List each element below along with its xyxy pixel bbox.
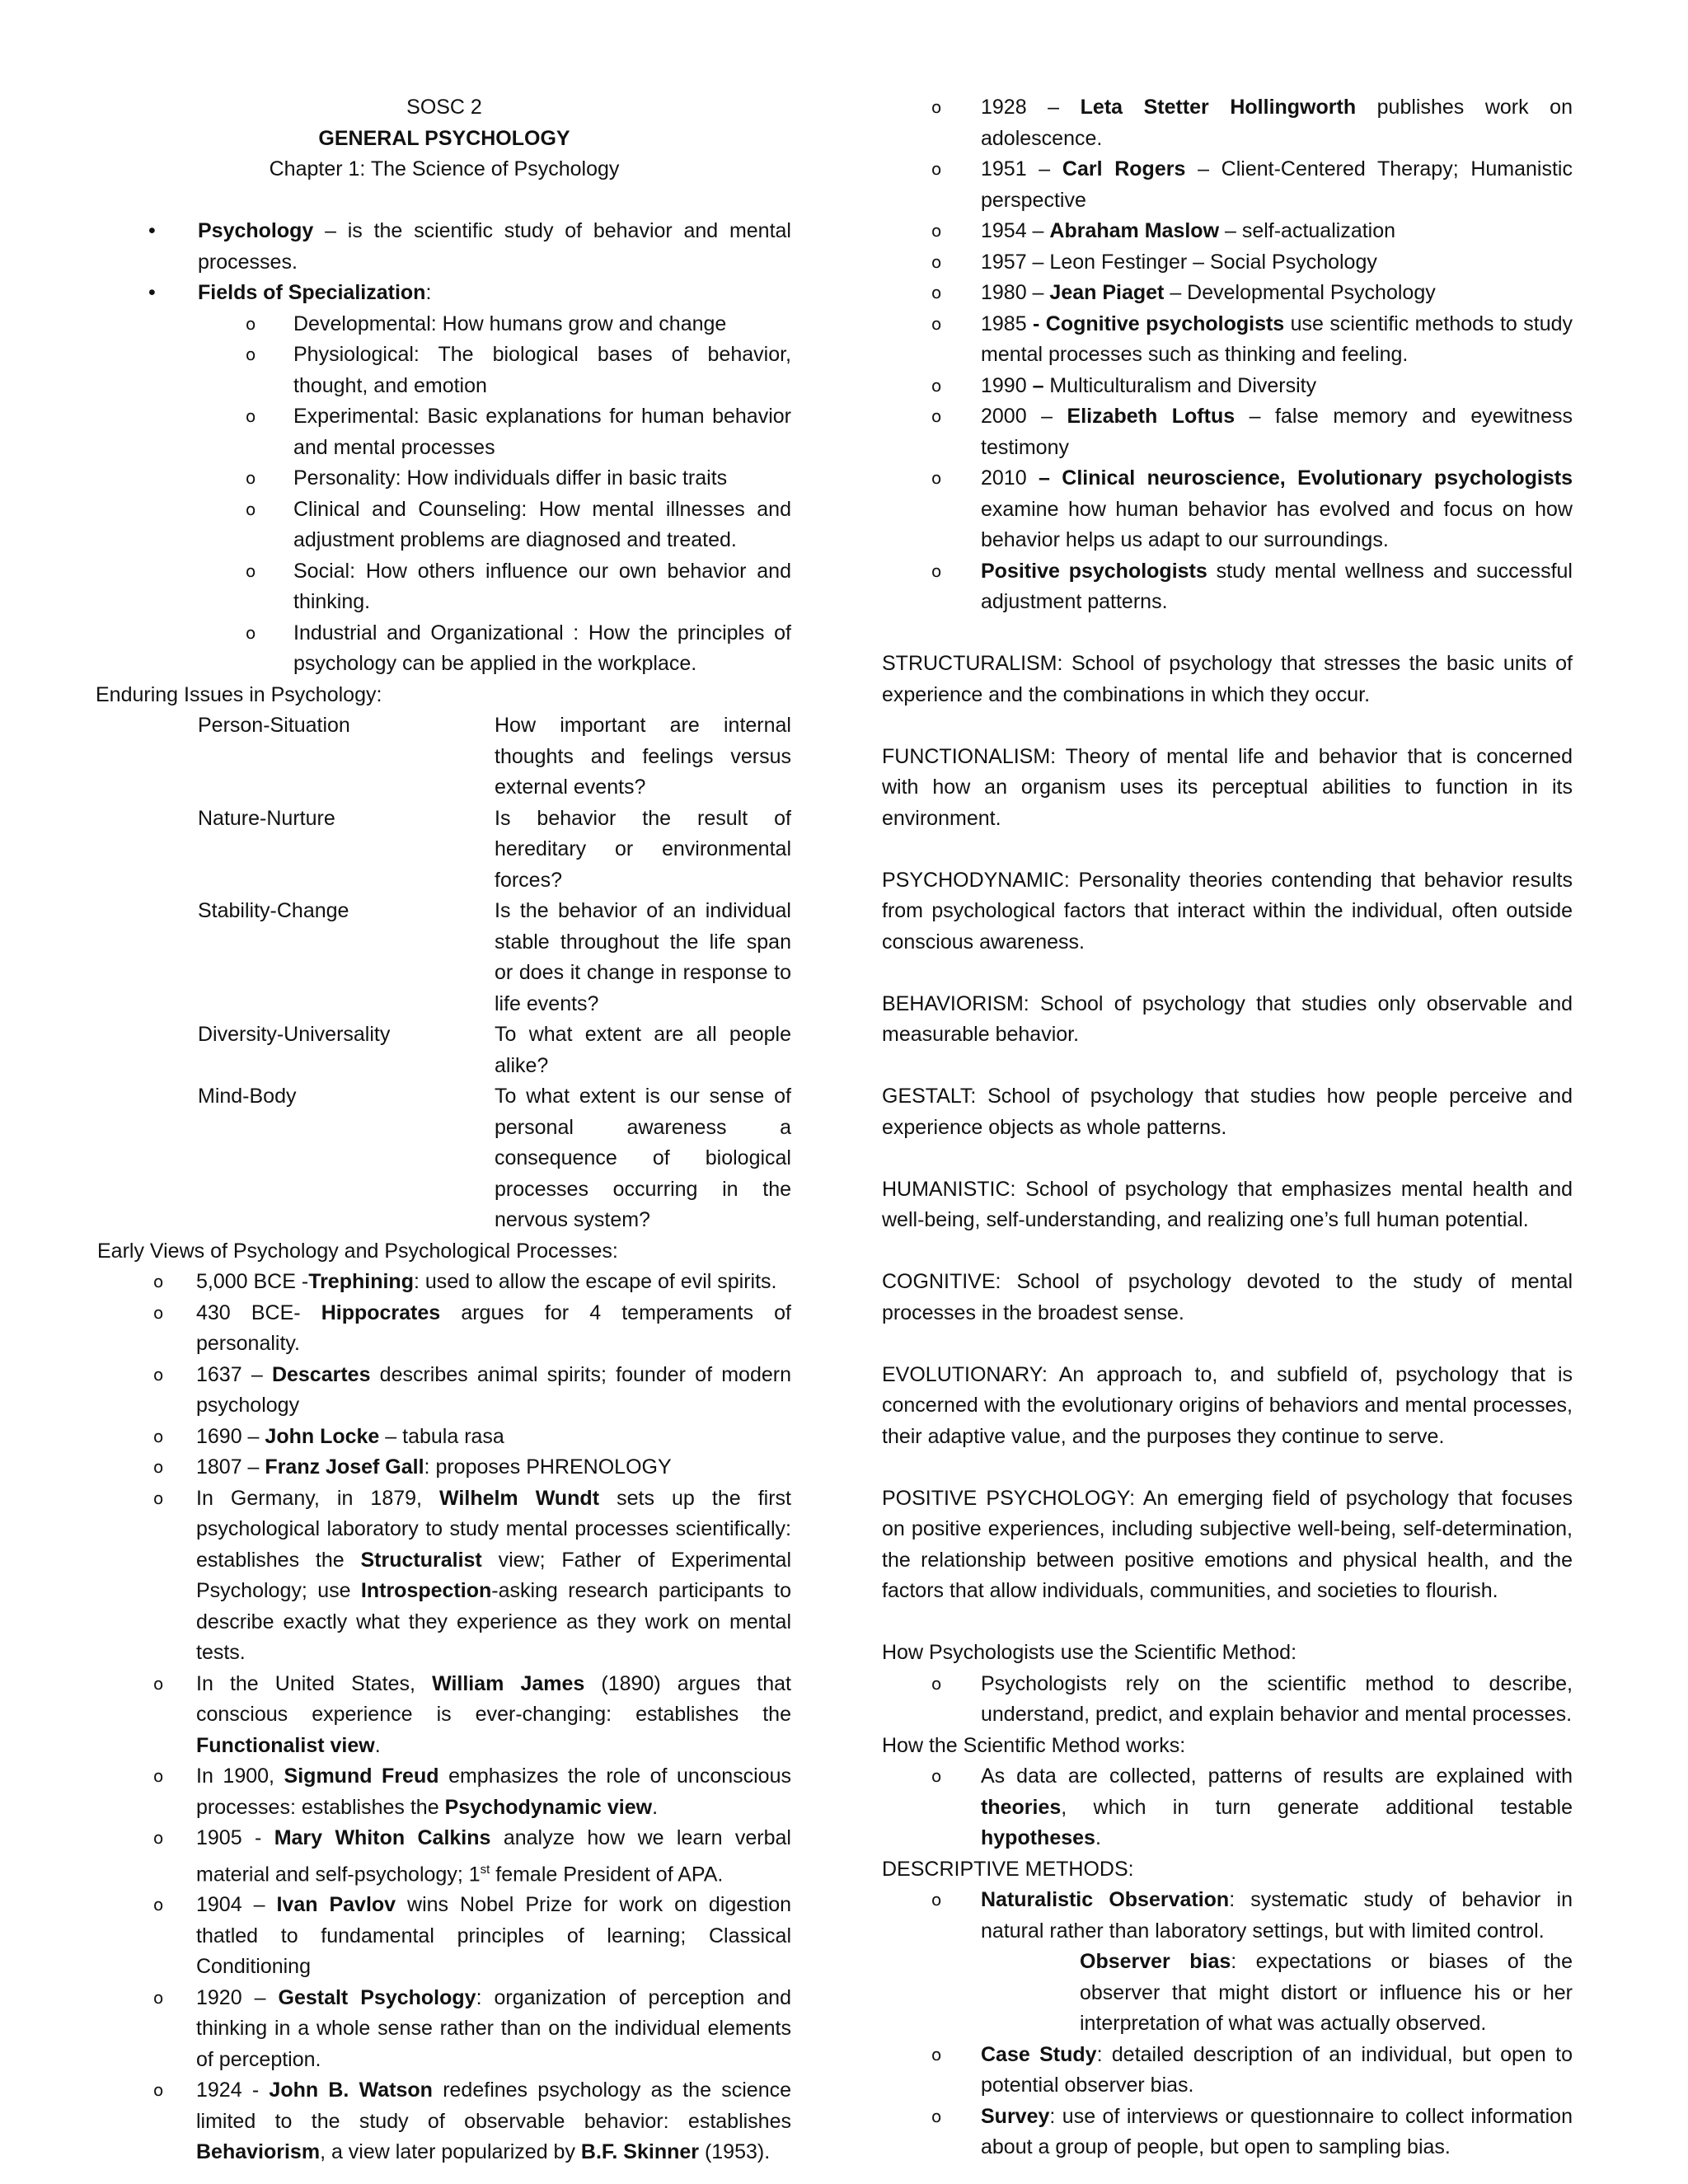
early-view-item: o 1807 – Franz Josef Gall: proposes PHRENOLOGY [153, 1455, 672, 1479]
field-item: o Experimental: Basic explanations for human behavior and mental processes [246, 405, 791, 459]
early-view-item: o In Germany, in 1879, Wilhelm Wundt sets up the first psychological laboratory to study mental processes scientifically: establishes the Structuralist view; Father of Experimental Psychology; use Introspection-asking research participants to describe exactly what they experience as they work on mental tests. [153, 1486, 792, 1664]
method-works-heading: How the Scientific Method works: [882, 1733, 1186, 1757]
descriptive-heading: DESCRIPTIVE METHODS: [882, 1857, 1134, 1881]
timeline-item: o 1980 – Jean Piaget – Developmental Psychology [931, 281, 1436, 304]
school-definition: EVOLUTIONARY: An approach to, and subfield of, psychology that is concerned with the evolutionary origins of behaviors and mental processes, their adaptive value, and the purposes they continue to serve. [882, 1362, 1573, 1448]
early-view-item: o 1637 – Descartes describes animal spirits; founder of modern psychology [153, 1362, 791, 1417]
course-code: SOSC 2 [406, 96, 482, 119]
course-title: GENERAL PSYCHOLOGY [318, 126, 570, 150]
issue-row: Mind-Body To what extent is our sense of personal awareness a consequence of biological processes occurring in the nervous system? [198, 1085, 791, 1231]
field-item: o Personality: How individuals differ in basic traits [246, 466, 728, 490]
school-definition: FUNCTIONALISM: Theory of mental life and behavior that is concerned with how an organism uses its perceptual abilities to function in its environment. [882, 744, 1573, 830]
chapter-title: Chapter 1: The Science of Psychology [269, 157, 620, 180]
school-definition: COGNITIVE: School of psychology devoted to the study of mental processes in the broadest sense. [882, 1270, 1573, 1324]
early-view-item: o In the United States, William James (1890) argues that conscious experience is ever-changing: establishes the Functionalist view. [153, 1671, 791, 1757]
timeline-item: o 2010 – Clinical neuroscience, Evolutionary psychologists examine how human behavior has evolved and focus on how behavior helps us adapt to our surroundings. [931, 466, 1573, 551]
field-item: o Social: How others influence our own behavior and thinking. [246, 559, 791, 613]
early-views-heading: Early Views of Psychology and Psychological Processes: [97, 1239, 618, 1263]
field-item: o Developmental: How humans grow and change [246, 312, 727, 335]
early-view-item: o 1904 – Ivan Pavlov wins Nobel Prize for work on digestion thatled to fundamental principles of learning; Classical Conditioning [153, 1893, 792, 1979]
issue-row: Person-Situation How important are internal thoughts and feelings versus external events? [198, 714, 791, 799]
issue-row: Stability-Change Is the behavior of an individual stable throughout the life span or does it change in response to life events? [198, 899, 791, 1015]
early-view-item: o 1690 – John Locke – tabula rasa [153, 1424, 504, 1448]
early-view-item: o 5,000 BCE -Trephining: used to allow the escape of evil spirits. [153, 1270, 777, 1293]
school-definition: HUMANISTIC: School of psychology that emphasizes mental health and well-being, self-understanding, and realizing one’s full human potential. [882, 1177, 1573, 1231]
method-works-item: o As data are collected, patterns of results are explained with theories, which in turn generate additional testable hypotheses. [931, 1765, 1573, 1849]
early-view-item: o 430 BCE- Hippocrates argues for 4 temperaments of personality. [153, 1301, 791, 1355]
right-column [882, 92, 1573, 2163]
timeline-item: o Positive psychologists study mental wellness and successful adjustment patterns. [931, 559, 1573, 613]
school-definition: STRUCTURALISM: School of psychology that stresses the basic units of experience and the combinations in which they occur. [882, 652, 1573, 706]
timeline-item: o 1990 – Multiculturalism and Diversity [931, 373, 1317, 397]
school-definition: POSITIVE PSYCHOLOGY: An emerging field of psychology that focuses on positive experiences, including subjective well-being, self-determination, the relationship between positive emotions and physical health, and the factors that allow individuals, communities, and societies to flourish. [882, 1486, 1573, 1602]
school-definition: PSYCHODYNAMIC: Personality theories contending that behavior results from psychological factors that interact within the individual, often outside conscious awareness. [882, 868, 1573, 954]
fields-label: • Fields of Specialization: [97, 278, 791, 309]
timeline-item: o 1928 – Leta Stetter Hollingworth publishes work on adolescence. [931, 96, 1573, 150]
timeline-item: o 1957 – Leon Festinger – Social Psychology [931, 250, 1377, 274]
case-study-item: o Case Study: detailed description of an individual, but open to potential observer bias. [931, 2042, 1573, 2097]
left-column [97, 92, 791, 2168]
observer-bias-item: Observer bias: expectations or biases of the observer that might distort or influence his or her interpretation of what was actually observed. [1080, 1950, 1573, 2035]
timeline-item: o 1951 – Carl Rogers – Client-Centered Therapy; Humanistic perspective [931, 157, 1573, 212]
field-item: o Clinical and Counseling: How mental illnesses and adjustment problems are diagnosed and treated. [246, 497, 791, 551]
field-item: o Physiological: The biological bases of behavior, thought, and emotion [246, 343, 791, 397]
issue-row: Nature-Nurture Is behavior the result of hereditary or environmental forces? [198, 806, 791, 892]
survey-item: o Survey: use of interviews or questionnaire to collect information about a group of people, but open to sampling bias. [931, 2104, 1573, 2158]
timeline-item: o 1985 - Cognitive psychologists use scientific methods to study mental processes such as thinking and feeling. [931, 312, 1573, 366]
early-view-item: o 1920 – Gestalt Psychology: organization of perception and thinking in a whole sense rather than on the individual elements of perception. [153, 1985, 791, 2071]
issues-heading: Enduring Issues in Psychology: [96, 682, 382, 706]
early-view-item: o 1905 - Mary Whiton Calkins analyze how we learn verbal material and self-psychology; 1st female President of APA. [153, 1826, 791, 1886]
issue-row: Diversity-Universality To what extent are all people alike? [198, 1023, 791, 1077]
school-definition: BEHAVIORISM: School of psychology that studies only observable and measurable behavior. [882, 991, 1573, 1046]
early-view-item: o 1924 - John B. Watson redefines psychology as the science limited to the study of observable behavior: establishes Behaviorism, a view later popularized by B.F. Skinner (1953). [153, 2079, 791, 2164]
school-definition: GESTALT: School of psychology that studies how people perceive and experience objects as whole patterns. [882, 1085, 1573, 1139]
method-heading: How Psychologists use the Scientific Method: [882, 1641, 1297, 1664]
psychology-definition: • Psychology – is the scientific study of behavior and mental processes. [97, 216, 791, 278]
field-item: o Industrial and Organizational : How the principles of psychology can be applied in the workplace. [246, 621, 791, 675]
method-item: o Psychologists rely on the scientific method to describe, understand, predict, and explain behavior and mental processes. [931, 1671, 1573, 1726]
naturalistic-item: o Naturalistic Observation: systematic study of behavior in natural rather than laboratory settings, but with limited control. [931, 1888, 1573, 1943]
timeline-item: o 2000 – Elizabeth Loftus – false memory and eyewitness testimony [931, 405, 1573, 459]
timeline-item: o 1954 – Abraham Maslow – self-actualization [931, 219, 1396, 242]
early-view-item: o In 1900, Sigmund Freud emphasizes the role of unconscious processes: establishes the Psychodynamic view. [153, 1765, 791, 1819]
